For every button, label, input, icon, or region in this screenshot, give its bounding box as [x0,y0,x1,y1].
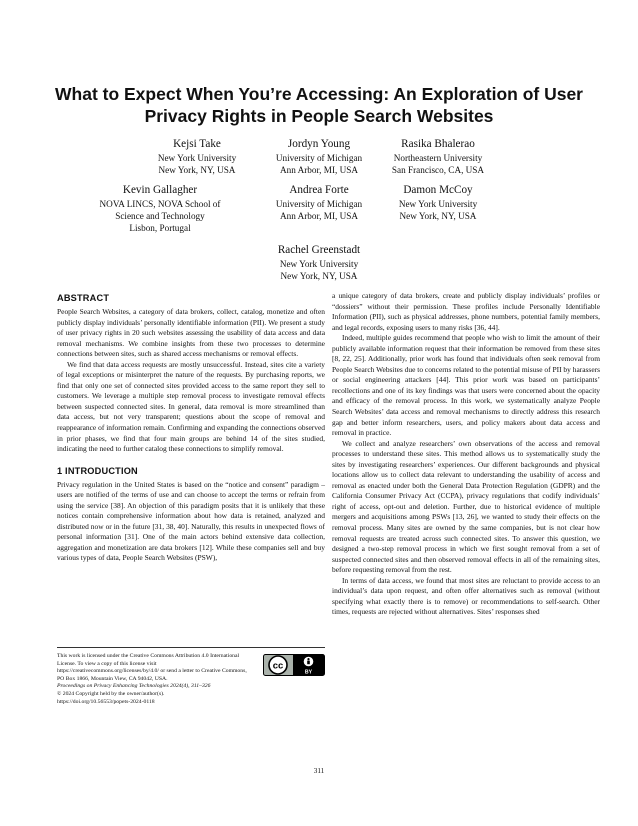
author-block [90,183,230,235]
author-block [219,243,419,282]
author-name: Rachel Greenstadt [277,244,361,256]
author-affiliation: Northeastern University [393,153,483,163]
author-affiliation: New York University [279,259,359,269]
introduction-heading: 1 INTRODUCTION [57,465,138,476]
author-name: Rasika Bhalerao [401,138,475,150]
author-location: Ann Arbor, MI, USA [280,165,358,176]
author-name: Kevin Gallagher [122,184,198,196]
intro-paragraph: a unique category of data brokers, create and publicly display individuals’ profiles or “dossiers” without their permission. These profiles include Personally Identifiable Information (PII), such as physical addresses, phone numbers, potential family members, and legal records, exposing users to many risks [36, 44]. [332,291,600,332]
author-affiliation: New York University [157,153,237,163]
author-name: Kejsi Take [173,138,221,150]
author-location: Lisbon, Portugal [129,223,191,234]
abstract-heading: ABSTRACT [57,293,110,303]
intro-paragraph: We collect and analyze researchers’ own observations of the access and removal processes to understand these sites. This method allows us to systematically study the sites by investigating researchers’ experiences. Our different backgrounds and physical locations allow us to collect data relevant to understanding the usability of access and removal as enacted under both the General Data Protection Regulation (GDPR) and the California Consumer Privacy Act (CCPA), privacy regulations that codify individuals’ right of access, opt-out and deletion. Further, due to historical evidence of multiple mergers and acquisitions among PSWs [13, 26], we wanted to study their effects on the removal process. Many sites are owned by the same companies, but is not clear how removal requests are treated across such connected sites. To answer this question, we designed a two-step removal process in which we first sought removal from a set of suspected connected sites and then observed removal effects in all of the remaining sites, before requesting removal from the rest. [332,438,600,575]
author-affiliation: New York University [398,199,478,209]
page-number: 311 [313,767,325,775]
abstract-paragraph: We find that data access requests are mostly unsuccessful. Instead, sites cite a variety of legal exceptions or misinterpret the nature of the requests. By purchasing reports, we find that only one set of connected sites provided access to the same report they sell to customers. We leverage a multiple step removal process to investigate removal effects between suspected connected sites. In general, data removal is more streamlined than data access, but not very transparent; questions about the scope of removal and reappearance of information remain. Confirming and expanding the connections observed in prior phases, we find that four main groups are behind 14 of the sites studied, indicating the need to further catalog these connections to simplify removal. [57,359,325,454]
author-affiliation: NOVA LINCS, NOVA School of Science and Technology [99,199,221,222]
proceedings-line: Proceedings on Privacy Enhancing Technologies 2024(4), 311–326 [57,683,211,690]
cc-by-icon [263,654,325,676]
copyright-line: © 2024 Copyright held by the owner/author(s). [57,690,165,697]
doi-link[interactable]: https://doi.org/10.56553/popets-2024-0118 [57,698,155,705]
author-block [338,183,538,222]
author-location: San Francisco, CA, USA [391,165,485,176]
intro-paragraph: Privacy regulation in the United States is based on the “notice and consent” paradigm – users are notified of the terms of use and can choose to accept the terms or refrain from using the service [38]. An objection of this paradigm posits that it is unlikely that these notices contain comprehensive information about how data is retained, analyzed and distributed now or in the future [31, 38, 40]. Naturally, this results in unexpected flows of personal information [31]. One of the main actors behind extensive data collection, aggregation and monetization are data brokers [12]. While these companies sell and buy various types of data, People Search Websites (PSW), [57,479,325,563]
author-block [338,137,538,176]
author-name: Andrea Forte [289,184,349,196]
author-location: New York, NY, USA [158,165,236,176]
abstract-paragraph: People Search Websites, a category of data brokers, collect, catalog, monetize and often publicly display individuals’ personally identifiable information (PII). We present a study of user privacy rights in 20 such websites assessing the usability of data access and data removal mechanisms. We combine insights from these two processes to determine connections between sites, such as shared access mechanisms or removal effects. [57,307,325,359]
left-column [57,292,325,564]
license-text: This work is licensed under the Creative Commons Attribution 4.0 International License. To view a copy of this license visit https://creativecommons.org/licenses/by/4.0/ or send a letter to Creative Commons, PO Box 1866, Mountain View, CA 94042, USA. [57,653,247,682]
author-location: New York, NY, USA [280,271,358,282]
author-affiliation: University of Michigan [275,153,363,163]
intro-paragraph: In terms of data access, we found that most sites are reluctant to provide access to an individual’s data upon request, and often offer alternatives such as removal (without specifying what exactly there is to remove) or recommendations to self-search. Other times, requests are rejected without alternatives. Sites’ responses shed [332,575,600,617]
license-footnote [57,647,325,706]
cc-by-badge-icon [263,654,325,676]
intro-paragraph: Indeed, multiple guides recommend that people who wish to limit the amount of their publicly available information request that their information be removed from these sites [8, 22, 25]. Additionally, prior work has found that individuals often seek removal from People Search Websites due to concerns related to the potential misuse of PII by harassers or social engineering attackers [44]. This prior work was based on participants’ recollections and one of its key findings was that users were concerned about the opacity and efficacy of the removal process. In this work, we systematically analyze People Search Websites’ data access and removal mechanisms to directly address this research gap and better inform researchers, users, and policy makers about data access and removal in practice. [332,333,600,438]
author-affiliation: University of Michigan [275,199,363,209]
paper-title: What to Expect When You’re Accessing: An Exploration of User Privacy Rights in People Search Websites [55,84,583,126]
author-name: Damon McCoy [403,184,473,196]
cc-by-label: BY [304,669,313,676]
svg-text:cc: cc [272,660,284,672]
author-location: Ann Arbor, MI, USA [280,211,358,222]
author-location: New York, NY, USA [399,211,477,222]
author-name: Jordyn Young [287,138,351,150]
right-column [332,291,600,618]
